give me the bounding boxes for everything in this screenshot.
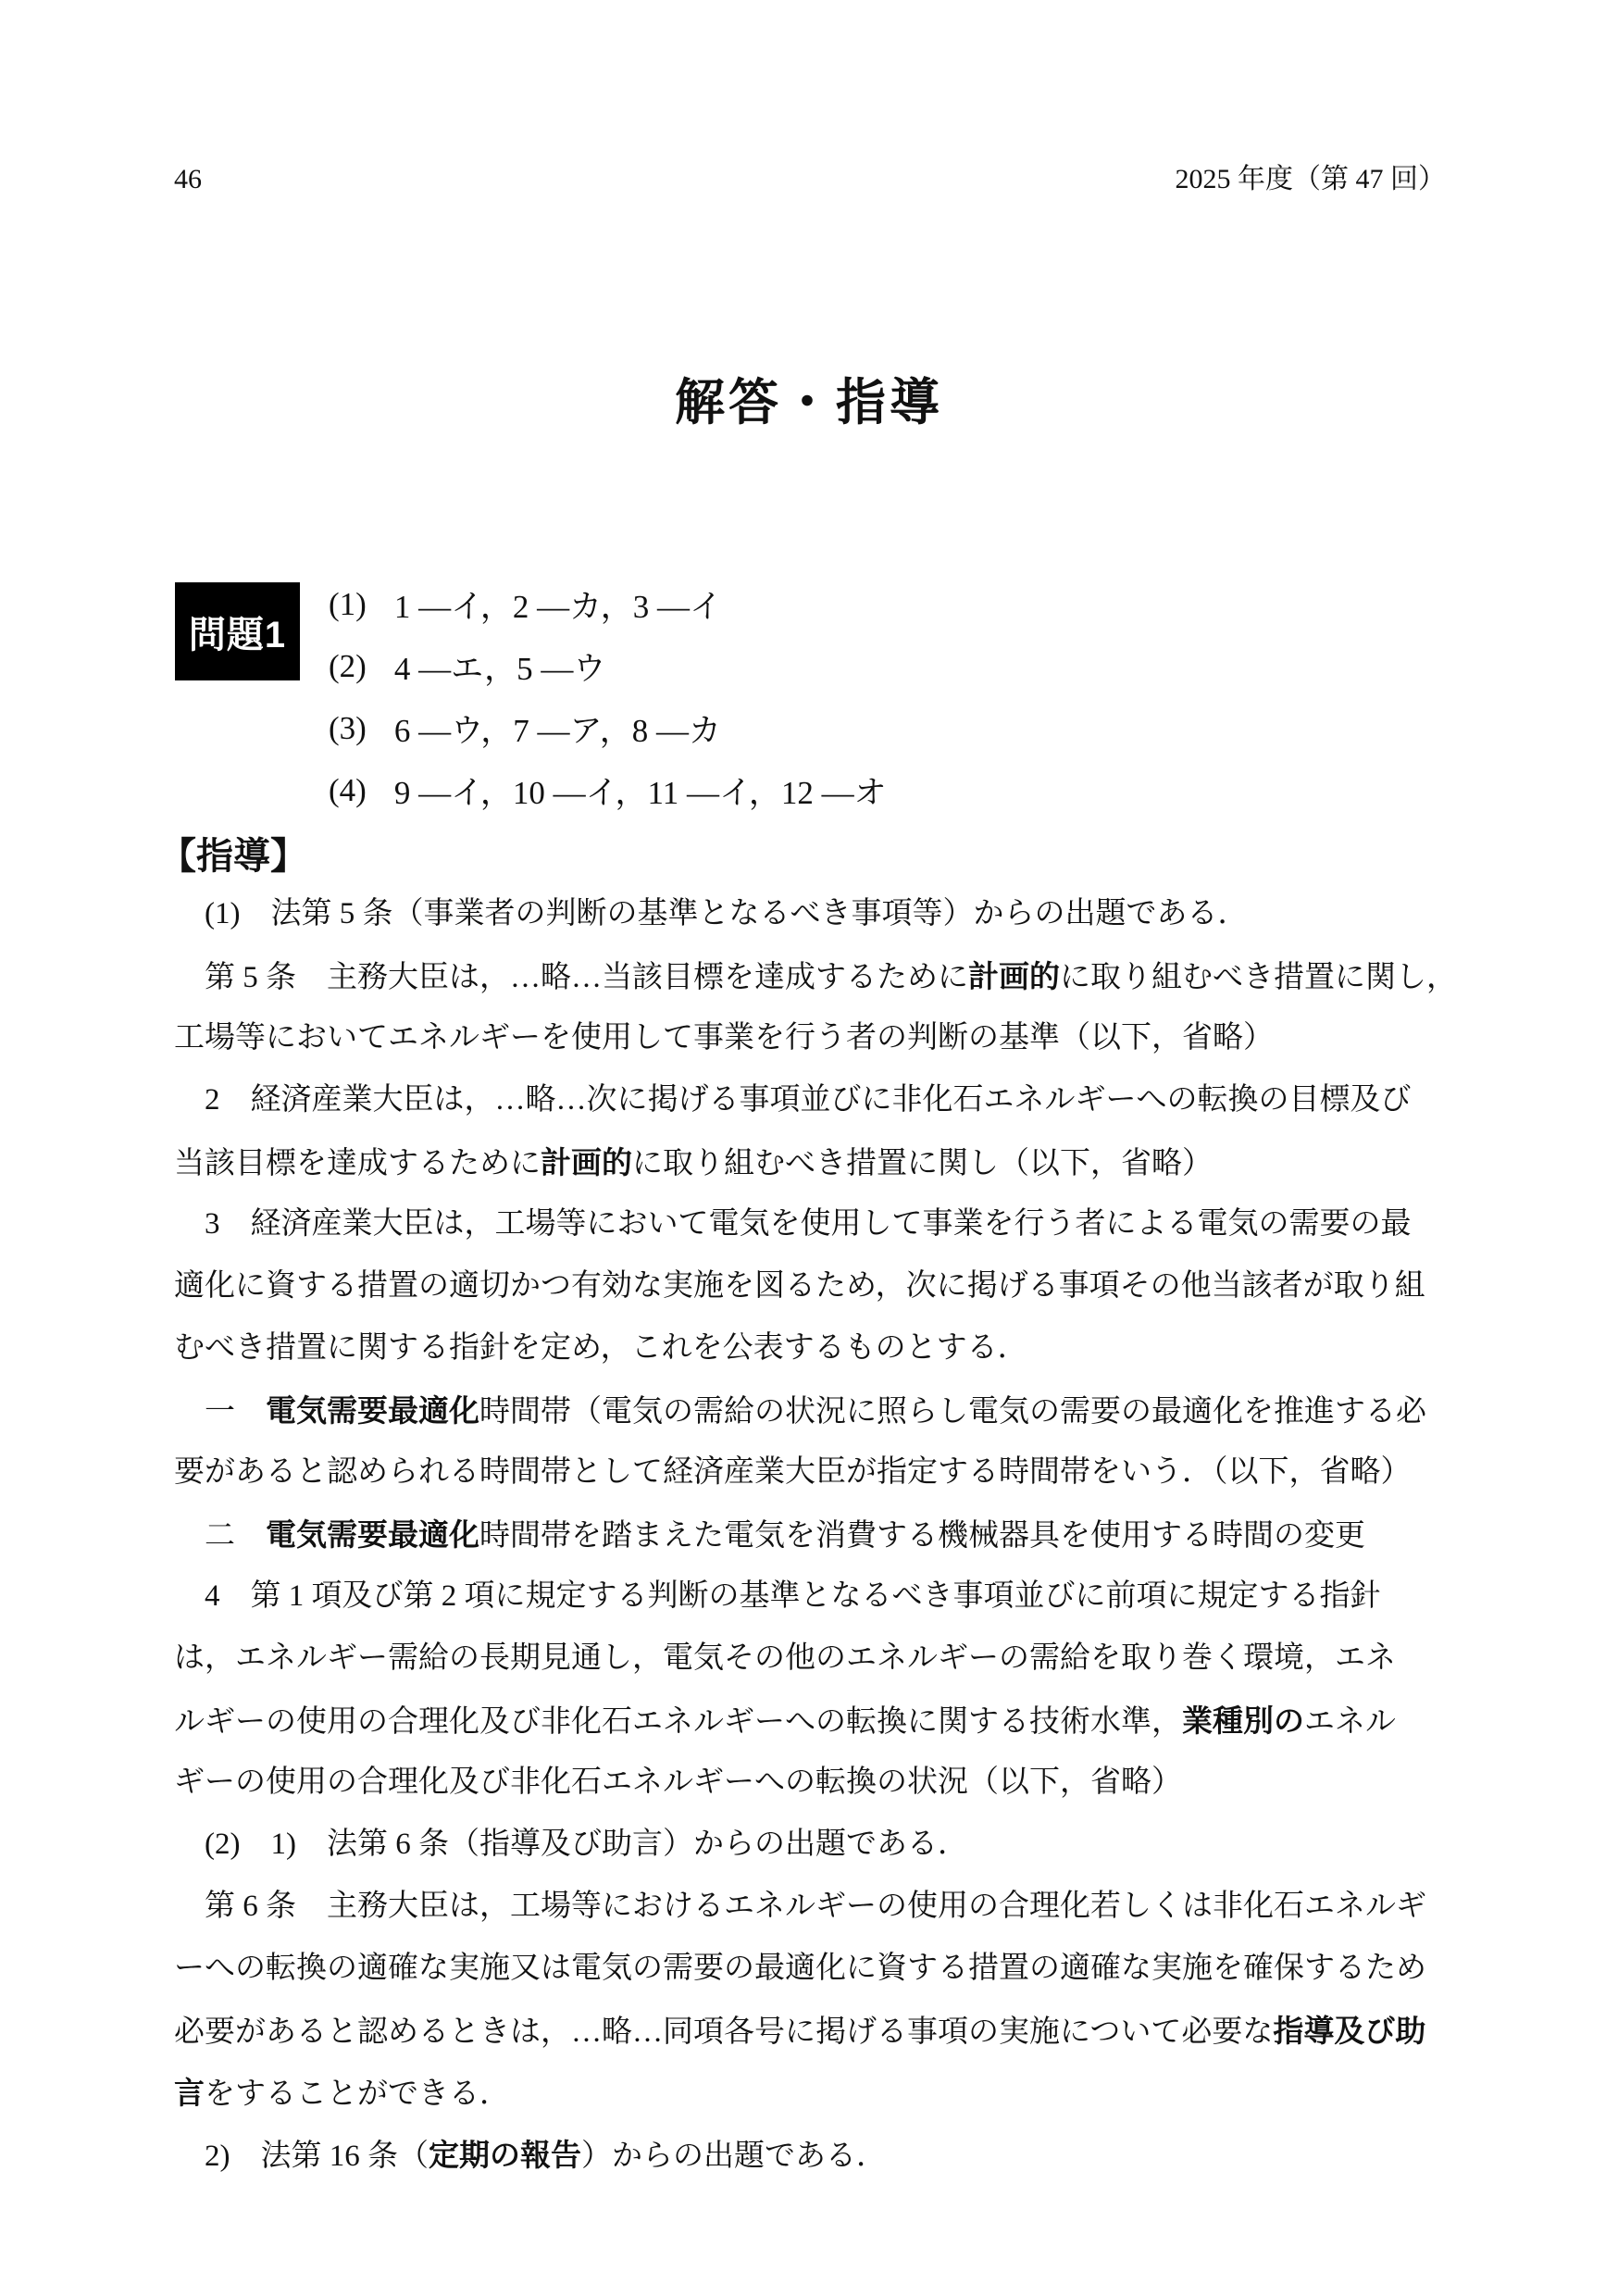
answer-row-number: (2) xyxy=(329,647,367,684)
text-run: むべき措置に関する指針を定め，これを公表するものとする． xyxy=(174,1331,1028,1365)
answer-row-text: 6 —ウ，7 —ア，8 —カ xyxy=(393,712,721,749)
text-run: (1) 法第 5 条（事業者の判断の基準となるべき事項等）からの出題である． xyxy=(174,897,1249,930)
body-line xyxy=(174,1255,1456,1317)
body-line xyxy=(174,2062,1456,2124)
body-line xyxy=(174,1690,1456,1752)
body-line xyxy=(174,1441,1456,1504)
body-line xyxy=(174,1131,1456,1193)
body-line xyxy=(174,1876,1456,1938)
answer-row-text: 4 —エ，5 —ウ xyxy=(393,650,606,687)
answer-row-number: (4) xyxy=(329,771,367,808)
emphasis-run: 電気需要最適化 xyxy=(266,1517,479,1552)
page-title: 解答・指導 xyxy=(675,375,943,430)
page-number: 46 xyxy=(174,164,202,194)
answer-list xyxy=(329,573,887,821)
text-run: 一 xyxy=(174,1395,266,1429)
emphasis-run: 電気需要最適化 xyxy=(266,1393,479,1428)
body-line xyxy=(174,1628,1456,1690)
body-line xyxy=(174,1193,1456,1255)
text-run: 時間帯を踏まえた電気を消費する機械器具を使用する時間の変更 xyxy=(479,1519,1365,1553)
text-run: 要があると認められる時間帯として経済産業大臣が指定する時間帯をいう．（以下，省略） xyxy=(174,1455,1412,1489)
text-run: ーへの転換の適確な実施又は電気の需要の最適化に資する措置の適確な実施を確保するため xyxy=(174,1952,1426,1985)
emphasis-run: 定期の報告 xyxy=(429,2138,581,2172)
text-run: ギーの使用の合理化及び非化石エネルギーへの転換の状況（以下，省略） xyxy=(174,1766,1182,1799)
emphasis-run: 指導及び助 xyxy=(1273,2014,1426,2048)
emphasis-run: 計画的 xyxy=(968,959,1060,993)
guidance-heading: 【指導】 xyxy=(159,836,307,877)
text-run: 2 経済産業大臣は，…略…次に掲げる事項並びに非化石エネルギーへの転換の目標及び xyxy=(174,1083,1412,1117)
emphasis-run: 言 xyxy=(174,2076,205,2110)
text-run: ）からの出題である． xyxy=(581,2140,887,2173)
emphasis-run: 計画的 xyxy=(541,1145,632,1179)
text-run: をすることができる． xyxy=(205,2078,510,2111)
body-line xyxy=(174,1504,1456,1566)
problem-badge: 問題1 xyxy=(175,582,300,680)
answer-row xyxy=(329,573,887,635)
body-line xyxy=(174,2124,1456,2186)
page-header xyxy=(174,156,1446,196)
answer-row xyxy=(329,697,887,759)
text-run: 適化に資する措置の適切かつ有効な実施を図るため，次に掲げる事項その他当該者が取り組 xyxy=(174,1269,1425,1303)
text-run: 必要があると認めるときは，…略…同項各号に掲げる事項の実施について必要な xyxy=(174,2015,1274,2049)
text-run: 3 経済産業大臣は，工場等において電気を使用して事業を行う者による電気の需要の最 xyxy=(174,1207,1412,1241)
body-line xyxy=(174,945,1456,1007)
body-line xyxy=(174,2000,1456,2062)
answer-row-number: (1) xyxy=(329,585,367,622)
text-run: 4 第 1 項及び第 2 項に規定する判断の基準となるべき事項並びに前項に規定する指針 xyxy=(174,1579,1381,1613)
body-line xyxy=(174,1566,1456,1628)
answer-row-text: 1 —イ，2 —カ，3 —イ xyxy=(393,588,723,625)
emphasis-run: 業種別の xyxy=(1182,1703,1304,1738)
text-run: (2) 1) 法第 6 条（指導及び助言）からの出題である． xyxy=(174,1828,968,1861)
body-line xyxy=(174,1938,1456,2000)
body-line xyxy=(174,1752,1456,1814)
body-line xyxy=(174,1317,1456,1379)
text-run: 二 xyxy=(174,1519,266,1553)
body-line xyxy=(174,1007,1456,1069)
text-run: に取り組むべき措置に関し（以下，省略） xyxy=(632,1147,1213,1180)
body-line xyxy=(174,1814,1456,1876)
text-run: 第 5 条 主務大臣は，…略…当該目標を達成するために xyxy=(174,961,968,994)
edition-label: 2025 年度（第 47 回） xyxy=(1175,164,1446,194)
text-run: エネル xyxy=(1304,1705,1396,1739)
text-run: ルギーの使用の合理化及び非化石エネルギーへの転換に関する技術水準， xyxy=(174,1705,1182,1739)
body-line xyxy=(174,883,1456,945)
answer-row-text: 9 —イ，10 —イ，11 —イ，12 —オ xyxy=(393,774,887,811)
text-run: 第 6 条 主務大臣は，工場等におけるエネルギーの使用の合理化若しくは非化石エネルギ xyxy=(174,1890,1426,1923)
text-run: 2) 法第 16 条（ xyxy=(174,2140,429,2173)
answer-row xyxy=(329,759,887,821)
text-run: 当該目標を達成するために xyxy=(174,1147,541,1180)
text-run: は，エネルギー需給の長期見通し，電気その他のエネルギーの需給を取り巻く環境，エネ xyxy=(174,1641,1396,1675)
body-line xyxy=(174,1379,1456,1441)
answer-row-number: (3) xyxy=(329,709,367,746)
answer-row xyxy=(329,635,887,697)
text-run: 時間帯（電気の需給の状況に照らし電気の需要の最適化を推進する必 xyxy=(479,1395,1426,1429)
body-line xyxy=(174,1069,1456,1131)
guidance-body xyxy=(174,883,1456,2186)
text-run: に取り組むべき措置に関し， xyxy=(1060,961,1457,994)
text-run: 工場等においてエネルギーを使用して事業を行う者の判断の基準（以下，省略） xyxy=(174,1021,1274,1054)
